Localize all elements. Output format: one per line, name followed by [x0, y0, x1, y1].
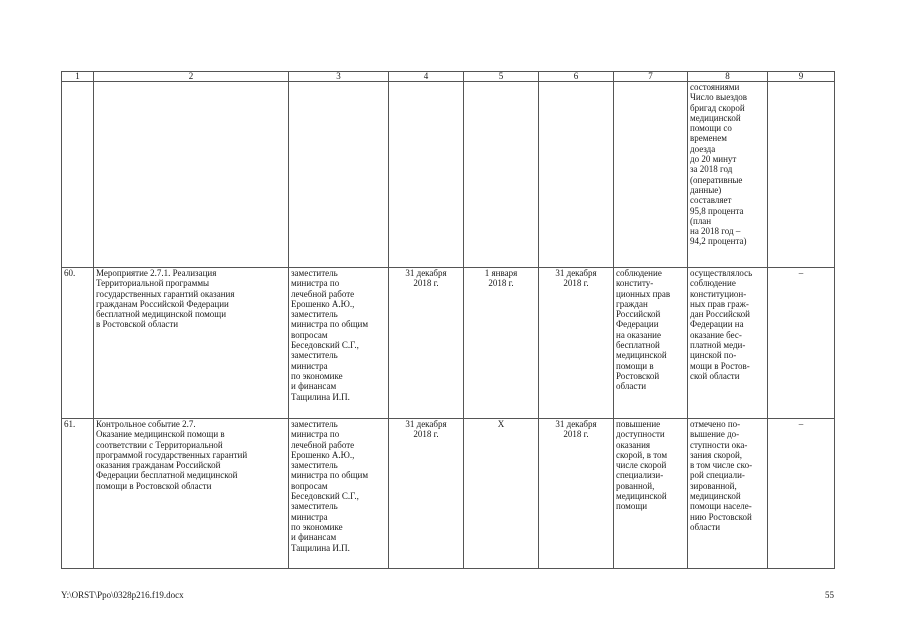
actual-result: осуществлялось соблюдение конституцион- ных прав граж- дан Российской Федерации на оказание бес- платной меди- цинской по- мощи в Ростов- ской области	[688, 268, 768, 419]
continuation-row	[62, 82, 835, 268]
table-cell	[62, 82, 94, 268]
notes: –	[768, 419, 835, 569]
table-cell	[94, 82, 289, 268]
notes: –	[768, 268, 835, 419]
table-cell	[614, 82, 688, 268]
end-date: 31 декабря 2018 г.	[539, 268, 614, 419]
column-number: 6	[539, 72, 614, 82]
report-table	[61, 71, 835, 569]
column-number: 8	[688, 72, 768, 82]
column-number-row	[62, 72, 835, 82]
responsible-person: заместитель министра по лечебной работе Ерошенко А.Ю., заместитель министра по общим вопросам Беседовский С.Г., заместитель министра по экономике и финансам Тащилина И.П.	[289, 268, 389, 419]
table-row	[62, 268, 835, 419]
actual-result: отмечено по- вышение до- ступности ока- зания скорой, в том числе ско- рой специали- зированной, медицинской помощи населе- нию Ростовской области	[688, 419, 768, 569]
start-date: 1 января 2018 г.	[464, 268, 539, 419]
row-number: 60.	[62, 268, 94, 419]
table-cell	[464, 82, 539, 268]
column-number: 4	[389, 72, 464, 82]
column-number: 7	[614, 72, 688, 82]
footer-file-path: Y:\ORST\Ppo\0328p216.f19.docx	[61, 590, 184, 600]
column-number: 3	[289, 72, 389, 82]
table-row	[62, 419, 835, 569]
table-cell	[768, 82, 835, 268]
event-name: Контрольное событие 2.7. Оказание медицинской помощи в соответствии с Территориальной программой государственных гарантий оказания гражданам Российской Федерации бесплатной медицинской помощи в Ростовской области	[94, 419, 289, 569]
end-date: 31 декабря 2018 г.	[539, 419, 614, 569]
table-cell	[539, 82, 614, 268]
row-number: 61.	[62, 419, 94, 569]
expected-result: повышение доступности оказания скорой, в том числе скорой специализи- рованной, медицинской помощи	[614, 419, 688, 569]
column-number: 9	[768, 72, 835, 82]
event-name: Мероприятие 2.7.1. Реализация Территориальной программы государственных гарантий оказания гражданам Российской Федерации бесплатной медицинской помощи в Ростовской области	[94, 268, 289, 419]
planned-date: 31 декабря 2018 г.	[389, 268, 464, 419]
expected-result: соблюдение конститу- ционных прав граждан Российской Федерации на оказание бесплатной медицинской помощи в Ростовской области	[614, 268, 688, 419]
result-cell: состояниями Число выездов бригад скорой медицинской помощи со временем доезда до 20 минут за 2018 год (оперативные данные) составляет 95,8 процента (план на 2018 год – 94,2 процента)	[688, 82, 768, 268]
page-number: 55	[825, 590, 834, 600]
responsible-person: заместитель министра по лечебной работе Ерошенко А.Ю., заместитель министра по общим вопросам Беседовский С.Г., заместитель министра по экономике и финансам Тащилина И.П.	[289, 419, 389, 569]
column-number: 2	[94, 72, 289, 82]
table-cell	[389, 82, 464, 268]
column-number: 1	[62, 72, 94, 82]
column-number: 5	[464, 72, 539, 82]
table-cell	[289, 82, 389, 268]
planned-date: 31 декабря 2018 г.	[389, 419, 464, 569]
start-date: X	[464, 419, 539, 569]
